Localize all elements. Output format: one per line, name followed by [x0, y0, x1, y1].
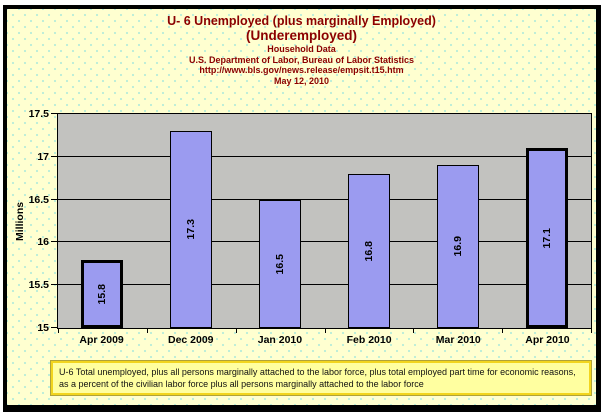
source-line-household-data: Household Data — [267, 44, 336, 54]
bar-dec-2009 — [170, 131, 212, 328]
footnote-box — [51, 361, 591, 395]
chart-subtitle: (Underemployed) — [245, 28, 357, 43]
y-axis-tick-mark — [51, 199, 57, 200]
y-axis-tick-label: 17 — [37, 150, 49, 163]
bar-value-label: 17.3 — [185, 219, 198, 240]
chart-title-block — [7, 14, 596, 86]
bar-value-label: 16.9 — [451, 236, 464, 257]
x-axis-category-label: Mar 2010 — [435, 334, 481, 346]
y-axis-tick-label: 17.5 — [28, 108, 49, 120]
y-axis-title: Millions — [14, 201, 26, 241]
bar-jan-2010 — [259, 200, 301, 328]
footnote-text: U-6 Total unemployed, plus all persons marginally attached to the labor force, plus total employed part time for economic reasons, as a percent of the civilian labor force plus all persons marginally attached to the labor force — [59, 367, 576, 389]
bar-value-label: 15.8 — [96, 283, 109, 304]
bar-mar-2010 — [437, 165, 479, 328]
x-axis-category-label: Apr 2010 — [525, 334, 570, 346]
y-axis-tick-mark — [51, 113, 57, 114]
y-axis-tick-mark — [51, 241, 57, 242]
bar-apr-2009 — [81, 260, 123, 328]
y-axis-tick-mark — [51, 327, 57, 328]
y-axis-tick-label: 15.5 — [28, 279, 49, 292]
x-axis-labels — [57, 332, 592, 348]
gridline — [58, 156, 591, 157]
bar-apr-2010 — [526, 148, 568, 328]
source-line-date: May 12, 2010 — [273, 75, 330, 86]
chart-panel — [3, 5, 601, 412]
x-axis-category-label: Dec 2009 — [167, 334, 214, 346]
gridline — [58, 284, 591, 285]
chart-title: U- 6 Unemployed (plus marginally Employed) — [167, 14, 436, 28]
gridline — [58, 199, 591, 200]
source-line-agency: U.S. Department of Labor, Bureau of Labor Statistics — [188, 54, 415, 65]
gridline — [58, 241, 591, 242]
chart-source-block — [7, 44, 596, 86]
y-axis-tick-label: 15 — [37, 322, 49, 334]
x-axis-category-label: Feb 2010 — [346, 334, 392, 346]
source-line-url: http://www.bls.gov/news.release/empsit.t15.htm — [199, 65, 404, 75]
x-axis-category-label: Jan 2010 — [257, 334, 303, 346]
plot-area — [28, 108, 592, 334]
y-axis-tick-mark — [51, 156, 57, 157]
bar-feb-2010 — [348, 174, 390, 328]
x-axis-category-label: Apr 2009 — [79, 334, 124, 346]
y-axis-tick-label: 16.5 — [28, 193, 49, 206]
bar-value-label: 16.8 — [362, 240, 375, 262]
bar-value-label: 16.5 — [274, 253, 287, 275]
y-axis-tick-label: 16 — [37, 236, 49, 249]
y-axis-tick-mark — [51, 284, 57, 285]
bar-value-label: 17.1 — [540, 227, 553, 249]
